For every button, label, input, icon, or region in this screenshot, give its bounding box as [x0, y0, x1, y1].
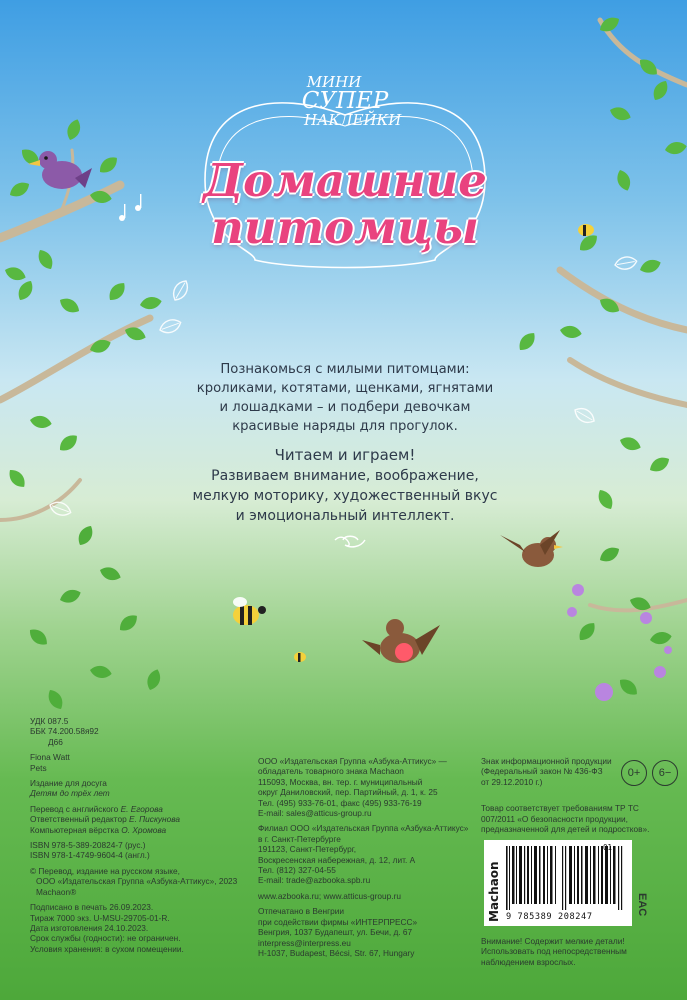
description-paragraph-2: Развиваем внимание, воображение, мелкую моторику, художественный вкус и эмоциональный интеллект.: [192, 468, 498, 524]
barcode-digits: 9 785389 208247: [506, 912, 593, 922]
flourish-divider: [335, 536, 365, 547]
barcode-bars: [506, 846, 628, 910]
series-line-1: МИНИ: [306, 73, 362, 91]
purple-bird-illustration: [28, 151, 92, 189]
age-mark-0: 0+: [621, 760, 647, 786]
book-title-line-1: Домашние: [203, 154, 487, 207]
description-heading: Читаем и играем!: [274, 446, 416, 464]
barcode-code: 01: [603, 843, 613, 852]
eac-mark: EAC: [636, 893, 648, 917]
book-title-line-2: питомцы: [211, 201, 479, 254]
series-line-3: НАКЛЕЙКИ: [304, 111, 402, 129]
brown-bird-illustration-right: [500, 530, 563, 567]
brown-bird-illustration-bottom: [362, 619, 440, 663]
description-paragraph-1: Познакомься с милыми питомцами: кроликами, котятами, щенками, ягнятами и лошадками – и подбери девочкам красивые наряды для прогулок.: [196, 362, 494, 434]
series-line-2: СУПЕР: [301, 88, 389, 114]
age-mark-6: 6−: [652, 760, 678, 786]
product-info: Знак информационной продукции (Федеральный закон № 436-ФЗ от 29.12.2010 г.) Товар соответствует требованиям ТР ТС 007/2011 «О безопасности продукции, предназначенной для детей и подростков».: [481, 756, 650, 835]
publisher-info: ООО «Издательская Группа «Азбука-Аттикус» — обладатель товарного знака Machaon 115093, Москва, вн. тер. г. муниципальный округ Даниловский, пер. Партийный, д. 1, к. 25 Тел. (495) 933-76-01, факс (495) 933-76-19 E-mail: sales@atticus-group.ru Филиал ООО «Издательская Группа «Азбука-Аттикус» в г. Санкт-Петербурге 191123, Санкт-Петербург, Воскресенская набережная, д. 12, лит. А Тел. (812) 327-04-55 E-mail: trade@azbooka.spb.ru www.azbooka.ru; www.atticus-group.ru Отпечатано в Венгрии при содействии фирмы «ИНТЕРПРЕСС» Венгрия, 1037 Будапешт, ул. Бечи, д. 67 interpress@interpress.eu H-1037, Budapest, Bécsi, Str. 67, Hungary: [258, 756, 469, 958]
svg-text:Machaon: Machaon: [487, 861, 501, 922]
bibliographic-info: УДК 087.5 ББК 74.200.58я92 Д66 Fiona Watt Pets Издание для досуга Детям до трёх лет Перевод с английского Е. Егорова Ответственный редактор Е. Пискунова Компьютерная вёрстка О. Хромова ISBN 978-5-389-20824-7 (рус.) ISBN 978-1-4749-9604-4 (англ.) © Перевод, издание на русском языке, ООО «Издательская Группа «Азбука-Аттикус», 2023 Machaon® Подписано в печать 26.09.2023. Тираж 7000 экз. U-MSU-29705-01-R. Дата изготовления 24.10.2023. Срок службы (годности): не ограничен. Условия хранения: в сухом помещении.: [30, 716, 238, 954]
warning-text: Внимание! Содержит мелкие детали! Использовать под непосредственным наблюдением взрослых.: [481, 936, 627, 967]
series-logo: [290, 75, 400, 128]
machaon-logo: [484, 842, 504, 926]
bee-illustration: [233, 224, 594, 662]
music-notes: [119, 194, 141, 221]
